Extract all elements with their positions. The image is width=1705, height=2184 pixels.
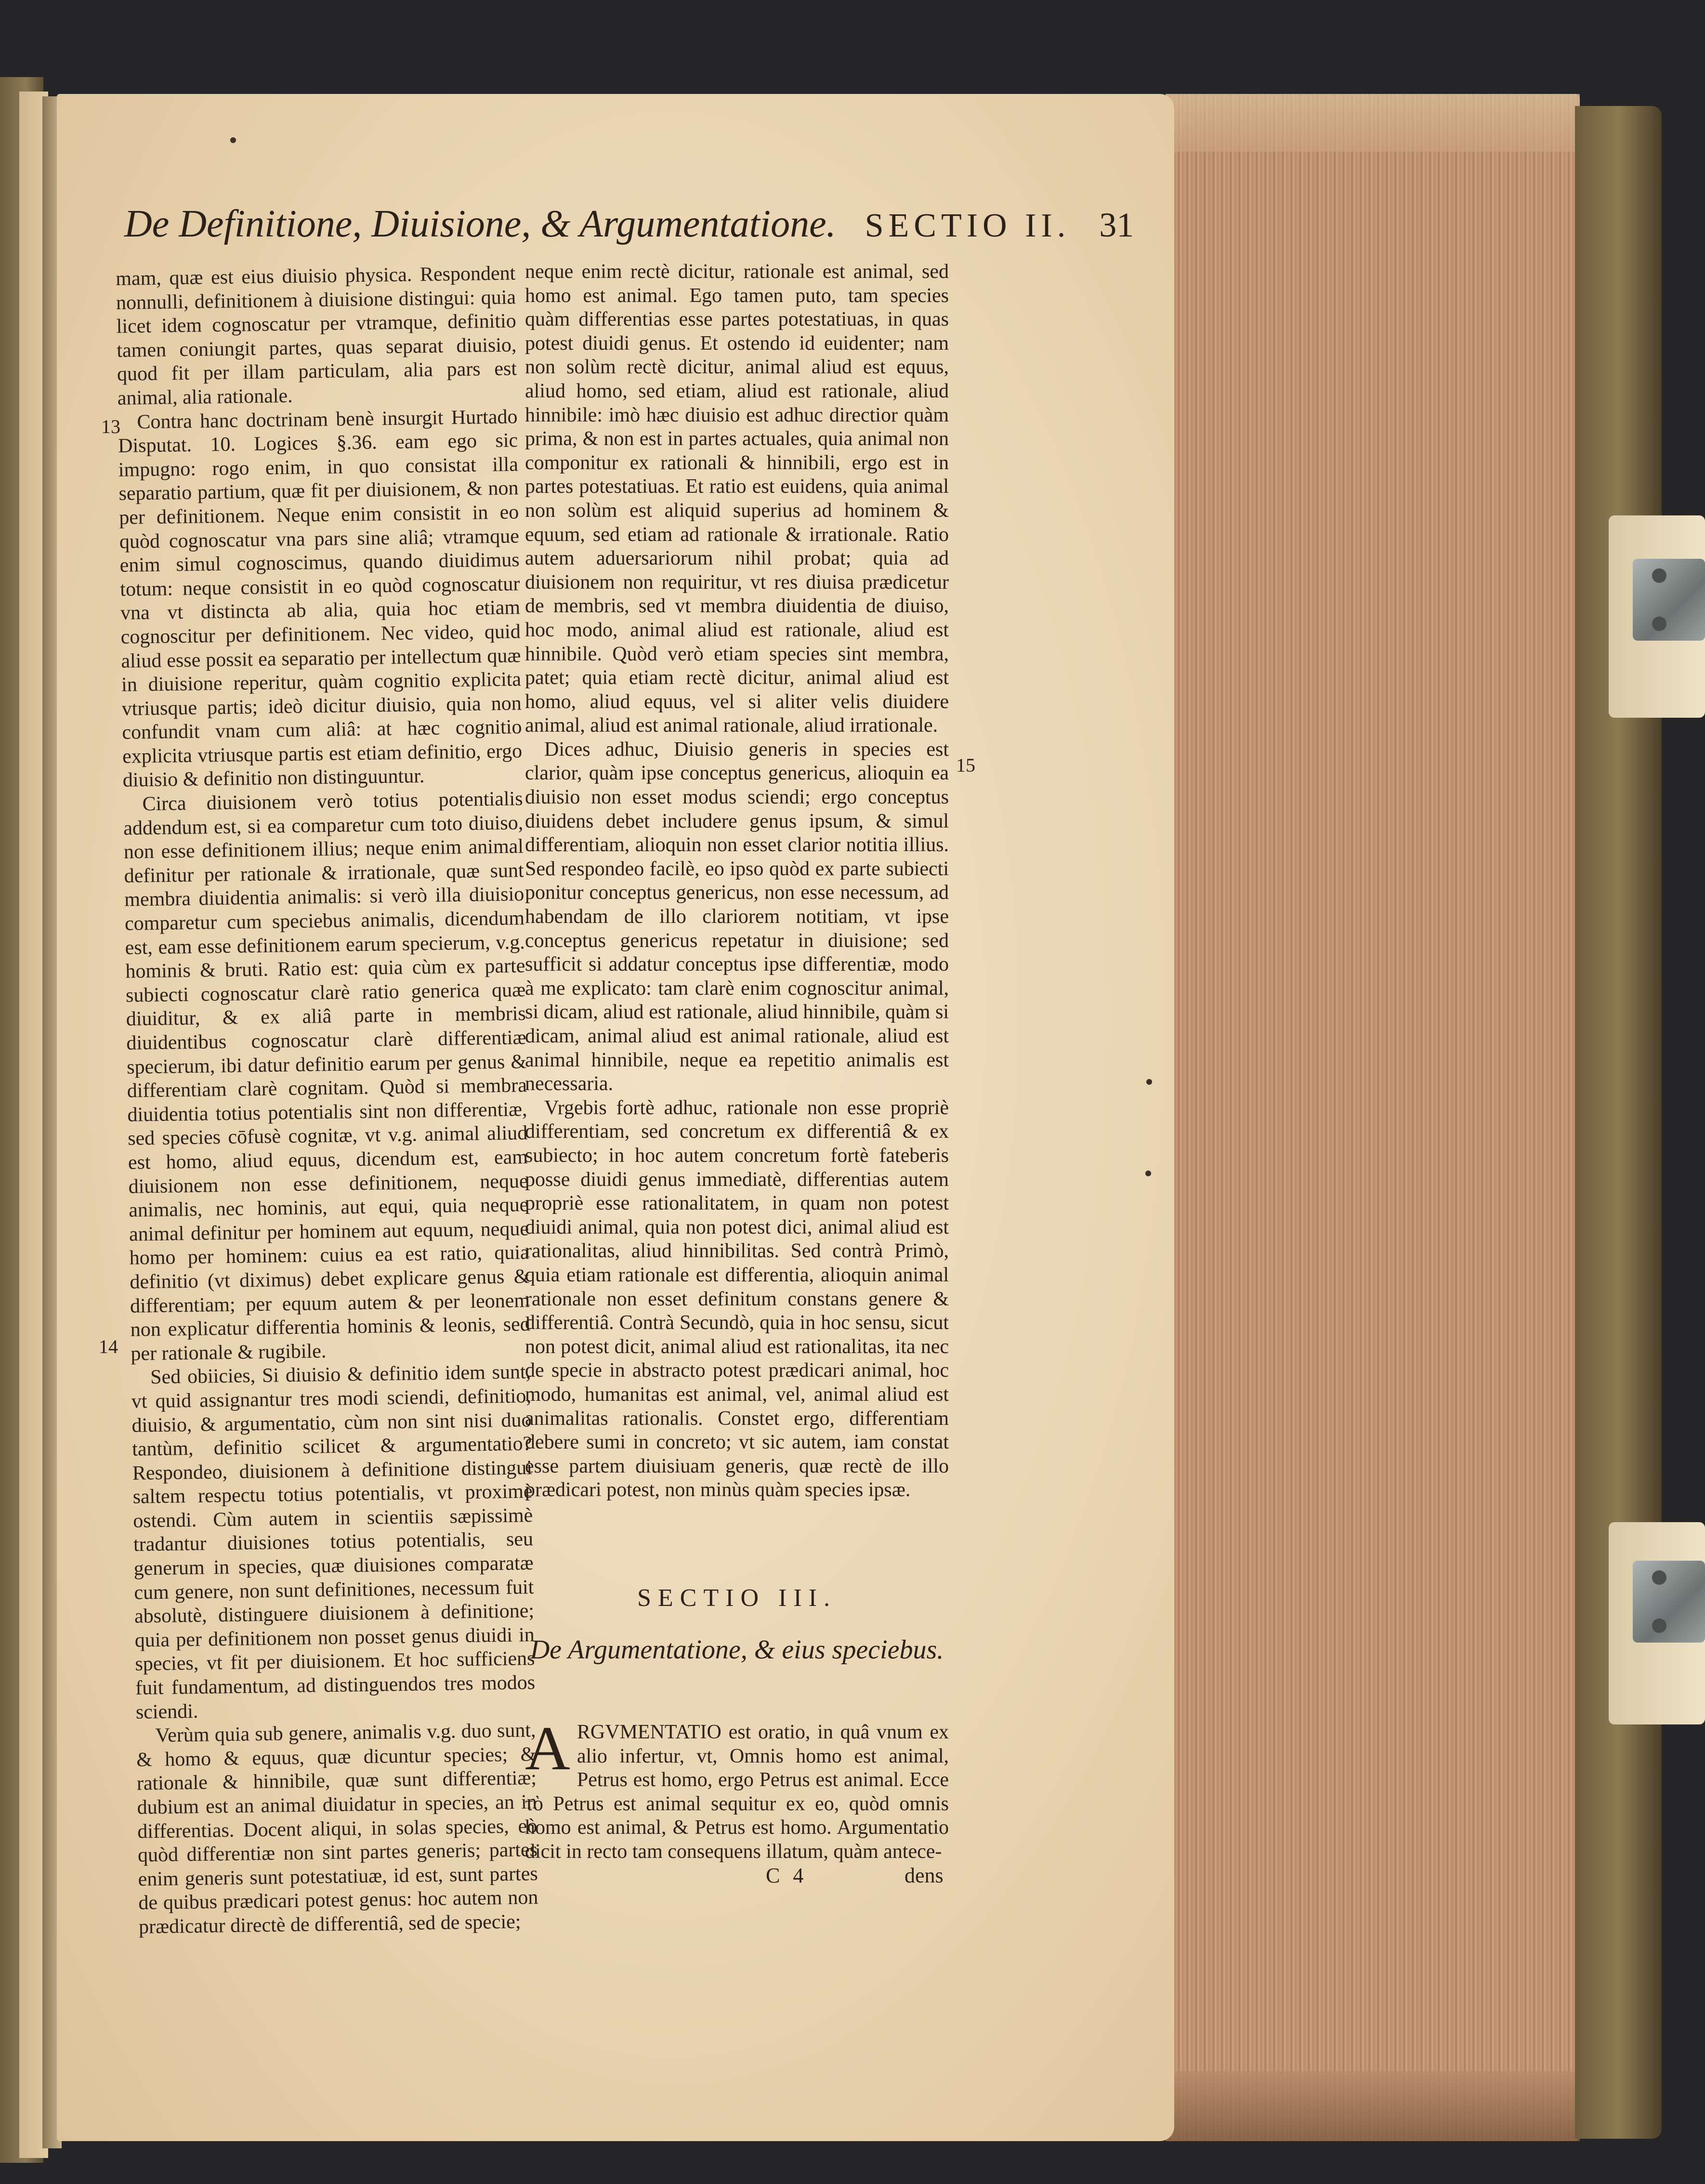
argumentatio-paragraph [525,1714,949,1864]
paragraph-text: RGVMENTATIO est oratio, in quâ vnum ex alio infertur, vt, Omnis homo est animal, Petrus est homo, ergo Petrus est animal. Ecce τὸ Petrus est animal sequitur ex eo, quòd omnis homo est animal, & Petrus est homo. Argumentatio dicit in recto tam consequens illatum, quàm antece- [525,1721,949,1863]
page-block-fore-edge [1166,94,1580,2141]
left-text-column [116,262,538,1939]
page-blemish [1145,1171,1151,1176]
paragraph: Dices adhuc, Diuisio generis in species est clarior, quàm ipse conceptus genericus, alioquin ea diuisio non esset modus sciendi; ergo conceptus diuidens debet includere genus ipsum, & simul differentiam, alioquin non esset clarior notitia illius. Sed respondeo facilè, eo ipso quòd ex parte subiecti ponitur conceptus genericus, non esse necessum, ad habendam de illo clariorem notitiam, vt ipse conceptus genericus repetatur in diuisione; sed sufficit si addatur conceptus ipse differentiæ, modo à me explicato: tam clarè enim cognoscitur animal, si dicam, aliud est rationale, aliud hinnibile, quàm si dicam, animal aliud est animal rationale, aliud est animal hinnibile, neque ea repetitio animalis est necessaria. [525,738,949,1095]
margin-number: 15 [956,754,975,776]
section-subtitle: De Argumentatione, & eius speciebus. [530,1635,944,1665]
paragraph: Vrgebis fortè adhuc, rationale non esse propriè differentiam, sed concretum ex differentiâ & ex subiecto; in hoc autem concretum fortè fateberis posse diuidi genus immediatè, differentias autem propriè esse rationalitatem, in quam non potest diuidi animal, quia non potest dici, animal aliud est rationalitas, aliud hinnibilitas. Sed contrà Primò, quia etiam rationale est differentia, alioquin animal rationale non esset definitum constans genere & differentiâ. Contrà Secundò, quia in hoc sensu, sicut non potest dicit, animal aliud est rationalitas, ita nec de specie in abstracto potest prædicari animal, hoc modo, humanitas est animal, vel, animal aliud est animalitas rationalis. Constet ergo, differentiam debere sumi in concreto; vt sic autem, iam constat esse partem diuisiuam generis, quæ rectè de illo prædicari potest, non minùs quàm species ipsæ. [525,1096,949,1501]
page-blemish [230,137,236,143]
signature-mark: C 4 [766,1864,808,1887]
paragraph: Verùm quia sub genere, animalis v.g. duo sunt, & homo & equus, quæ dicuntur species; & rationale & hinnibile, quæ sunt differentiæ; dubium est an animal diuidatur in species, an in differentias. Docent aliqui, in solas species, eò quòd differentiæ non sint partes generis; partes enim generis sunt potestatiuæ, id est, sunt partes de quibus prædicari potest genus: hoc autem non prædicatur directè de differentiâ, sed de specie; [136,1719,538,1938]
margin-number: 13 [101,416,120,437]
paragraph: neque enim rectè dicitur, rationale est animal, sed homo est animal. Ego tamen puto, tam species quàm differentias esse partes potestatiuas, in quas potest diuidi genus. Et ostendo id euidenter; nam non solùm rectè dicitur, animal aliud est equus, aliud homo, sed etiam, aliud est rationale, aliud hinnibile: imò hæc diuisio est adhuc directior quàm prima, & non est in partes actuales, quia animal non componitur ex rationali & hinnibili, ergo est in partes potestatiuas. Et ratio est euidens, quia animal non solùm est aliquid superius ad hominem & equum, sed etiam ad rationale & irrationale. Ratio autem aduersariorum nihil probat; quia ad diuisionem non requiritur, vt res diuisa prædicetur de membris, sed vt membra diuidentia de diuiso, hoc modo, animal aliud est rationale, aliud est hinnibile. Quòd verò etiam species sint membra, patet; quia etiam rectè dicitur, animal aliud est homo, aliud equus, vel si aliter velis diuidere animal, aliud est animal rationale, aliud irrationale. [525,261,949,737]
catchword: dens [905,1864,944,1887]
paragraph: Contra hanc doctrinam benè insurgit Hurtado Disputat. 10. Logices §.36. eam ego sic impugno: rogo enim, in quo consistat illa separatio partium, quæ fit per diuisionem, & non per definitionem. Neque enim consistit in eo quòd cognoscatur vna pars sine aliâ; vtramque enim simul cognoscimus, quando diuidimus totum: neque consistit in eo quòd cognoscatur vna vt distincta ab alia, quia hoc etiam cognoscitur per definitionem. Nec video, quid aliud esse possit ea separatio per intellectum quæ in diuisione reperitur, quàm cognitio explicita vtriusque partis; ideò dicitur diuisio, quia non confundit vnam cum aliâ: at hæc cognitio explicita vtriusque partis est etiam definitio, ergo diuisio & definitio non distinguuntur. [118,405,523,792]
paragraph: Sed obiicies, Si diuisio & definitio idem sunt, vt quid assignantur tres modi sciendi, definitio, diuisio, & argumentatio, cùm non sint nisi duo tantùm, definitio scilicet & argumentatio? Respondeo, diuisionem à definitione distingui saltem respectu totius potentialis, vt proximè ostendi. Cùm autem in scientiis sæpissimè tradantur diuisiones totius potentialis, seu generum in species, quæ diuisiones comparatæ cum genere, non sunt definitiones, necessum fuit absolutè, distinguere diuisionem à definitione; quia per definitionem non posset genus diuidi in species, vt fit per diuisionem. Et hoc sufficiens fuit fundamentum, ad distinguendos tres modos sciendi. [131,1361,536,1724]
lower-clasp-metal [1633,1561,1705,1643]
fore-edge-bottom [1166,2071,1580,2141]
margin-number: 14 [99,1336,118,1357]
running-title: De Definitione, Diuisione, & Argumentatione. [124,203,836,245]
section-label: SECTIO II. [865,207,1071,244]
right-text-column [525,260,949,1502]
upper-clasp-metal [1633,559,1705,641]
drop-capital: A [525,1714,570,1783]
paragraph: Circa diuisionem verò totius potentialis addendum est, si ea comparetur cum toto diuiso, non esse definitionem illius; neque enim animal definitur per rationale & irrationale, quæ sunt membra diuidentia animalis: si verò illa diuisio comparetur cum speciebus animalis, dicendum est, eam esse definitionem earum specierum, v.g. hominis & bruti. Ratio est: quia cùm ex parte subiecti cognoscatur clarè ratio generica quæ diuiditur, & ex aliâ parte in membris diuidentibus cognoscatur clarè differentiæ specierum, ibi datur definitio earum per genus & differentiam clarè cognitam. Quòd si membra diuidentia totius potentialis sint non differentiæ, sed species cōfusè cognitæ, vt v.g. animal aliud est homo, aliud equus, dicendum est, eam diuisionem non esse definitionem, neque animalis, nec hominis, aut equi, quia neque animal definitur per hominem aut equum, neque homo per hominem: cuius ea est ratio, quia definitio (vt diximus) debet explicare genus & differentiam; per equum autem & per leonem non explicatur differentia hominis & leonis, sed per rationale & rugibile. [123,788,531,1365]
running-header [124,202,1134,260]
folio-number: 31 [1099,206,1134,244]
back-cover-board [1575,106,1662,2139]
fore-edge-top [1166,94,1580,152]
paragraph: mam, quæ est eius diuisio physica. Respondent nonnulli, definitionem à diuisione distingui: quia licet idem cognoscatur per vtramque, definitio tamen coniungit partes, quas separat diuisio, quod fit per illam particulam, alia pars est animal, alia rationale. [116,262,517,409]
page-blemish [1146,1079,1152,1085]
section-heading: SECTIO III. [637,1584,837,1612]
